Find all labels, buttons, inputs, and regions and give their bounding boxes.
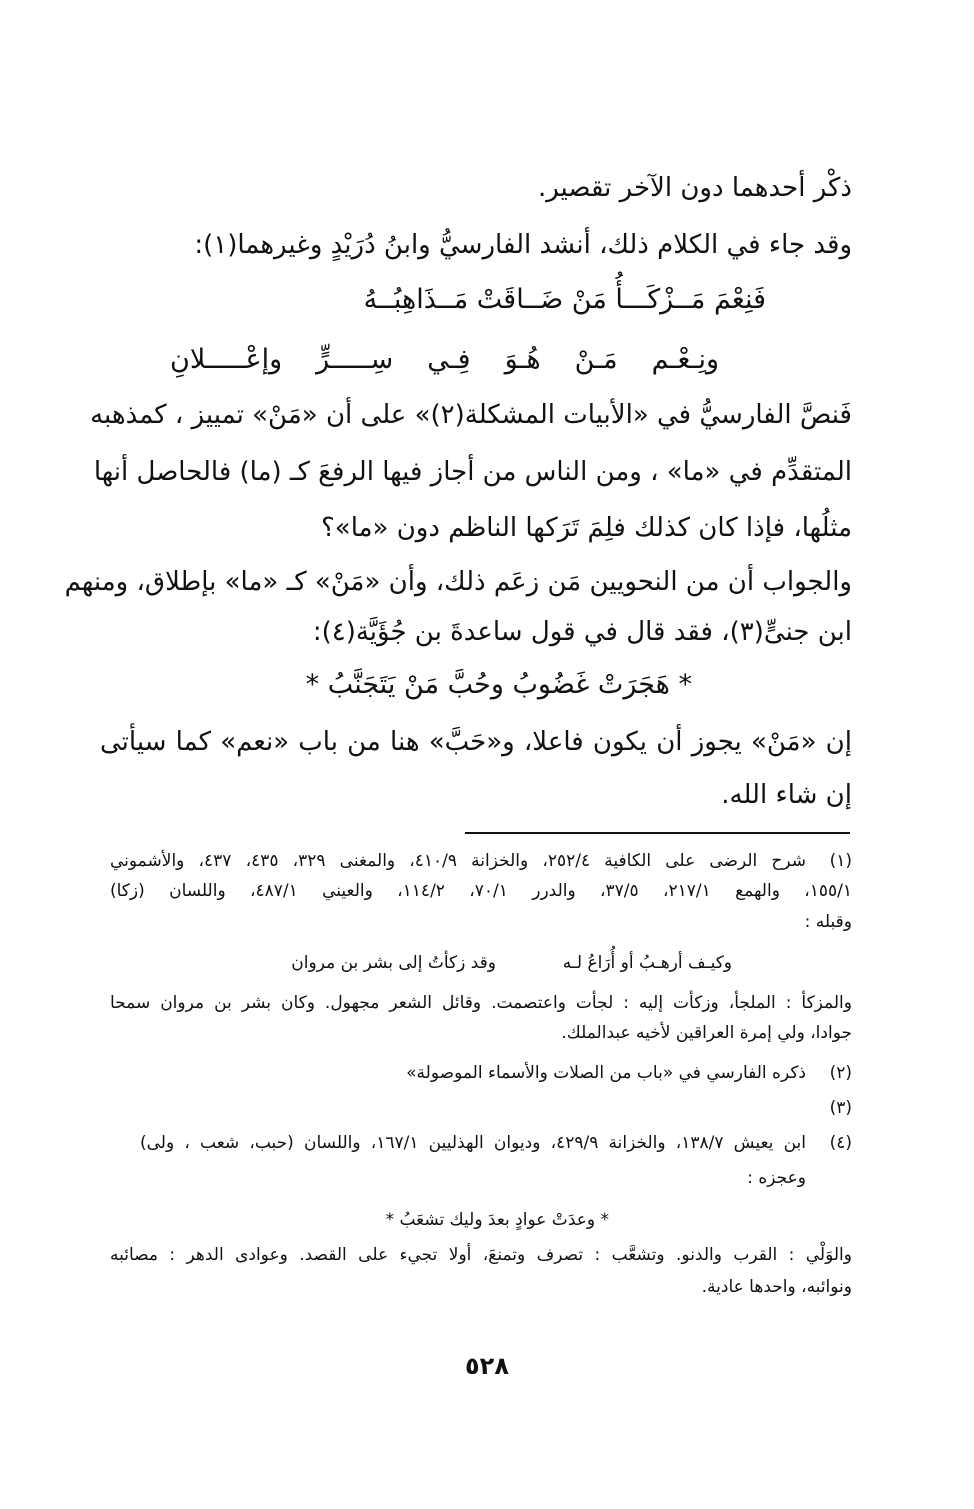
text-line-7: ابن جنىٍّ(٣)، فقد قال في قول ساعدةَ بن جُؤَيَّة(٤): — [312, 617, 852, 647]
footnote-1-line-4: والمزكأ : الملجأ، وزكأت إليه : لجأت واعتصمت. وقائل الشعر مجهول. وكان بشر بن مروان سمحا — [110, 993, 852, 1013]
footnote-number-3: (٣) — [829, 1098, 852, 1118]
verse-line-1: فَنِعْمَ مَــزْكَـــأُ مَنْ ضَــاقَتْ مَــذَاهِبُــهُ — [363, 284, 766, 315]
footnote-separator — [465, 832, 850, 834]
text-line-9: إن شاء الله. — [721, 780, 852, 810]
footnote-number-2: (٢) — [829, 1063, 852, 1083]
verse-line-3: * هَجَرَتْ غَضُوبُ وحُبَّ مَنْ يَتَجَنَّبُ * — [305, 669, 692, 700]
text-line-2: وقد جاء في الكلام ذلك، أنشد الفارسيُّ وابنُ دُرَيْدٍ وغيرهما(١): — [194, 230, 852, 260]
text-line-4: المتقدِّم في «ما» ، ومن الناس من أجاز فيها الرفعَ كـ (ما) فالحاصل أنها — [93, 457, 852, 487]
page-number: ٥٢٨ — [465, 1352, 509, 1380]
footnote-4-line-4: ونوائبه، واحدها عادية. — [701, 1277, 852, 1297]
footnote-1-verse-part-1: وكيـف أرهـبُ أو أُرَاعُ لـه — [562, 953, 732, 973]
footnote-1-verse-part-2: وقد زكأتُ إلى بشر بن مروان — [291, 953, 496, 973]
footnote-number-1: (١) — [829, 851, 852, 871]
text-line-1: ذكْر أحدهما دون الآخر تقصير. — [537, 173, 852, 203]
footnote-4-line-1: ابن يعيش ١٣٨/٧، والخزانة ٤٢٩/٩، وديوان الهذليين ١٦٧/١، واللسان (حبب، شعب ، ولى) — [140, 1133, 806, 1153]
text-line-3: فَنصَّ الفارسيُّ في «الأبيات المشكلة(٢)» على أن «مَنْ» تمييز ، كمذهبه — [90, 400, 852, 430]
footnote-4-verse: * وعدَتْ عوادٍ بعدَ وليك تشعَبُ * — [385, 1210, 609, 1230]
footnote-1-line-2: ١٥٥/١، والهمع ٢١٧/١، ٣٧/٥، والدرر ٧٠/١، ١١٤/٢، والعيني ٤٨٧/١، واللسان (زكا) — [110, 881, 852, 901]
text-line-8: إن «مَنْ» يجوز أن يكون فاعلا، و«حَبَّ» هنا من باب «نعم» كما سيأتى — [100, 727, 852, 757]
footnote-number-4: (٤) — [829, 1133, 852, 1153]
footnote-1-line-5: جوادا، ولي إمرة العراقين لأخيه عبدالملك. — [561, 1023, 852, 1043]
footnote-2-line-1: ذكره الفارسي في «باب من الصلات والأسماء الموصولة» — [406, 1063, 806, 1083]
text-line-5: مثلُها، فإذا كان كذلك فلِمَ تَرَكها الناظم دون «ما»؟ — [320, 513, 852, 543]
footnote-1-line-3: وقبله : — [804, 912, 852, 932]
footnote-1-line-1: شرح الرضى على الكافية ٢٥٢/٤، والخزانة ٤١٠/٩، والمغنى ٣٢٩، ٤٣٥، ٤٣٧، والأشموني — [110, 851, 806, 871]
text-line-6: والجواب أن من النحويين مَن زعَم ذلك، وأن «مَنْ» كـ «ما» بإطلاق، ومنهم — [64, 567, 852, 597]
verse-line-2: ونِـعْـم مَـنْ هُـوَ فِـي سِـــــرٍّ وإعْـــــلانِ — [170, 344, 719, 375]
footnote-4-line-2: وعجزه : — [747, 1168, 806, 1188]
footnote-4-line-3: والوَلْي : القرب والدنو. وتشعَّب : تصرف وتمنعَ، أولا تجيء على القصد. وعوادى الدهر : مصائبه — [110, 1245, 852, 1265]
